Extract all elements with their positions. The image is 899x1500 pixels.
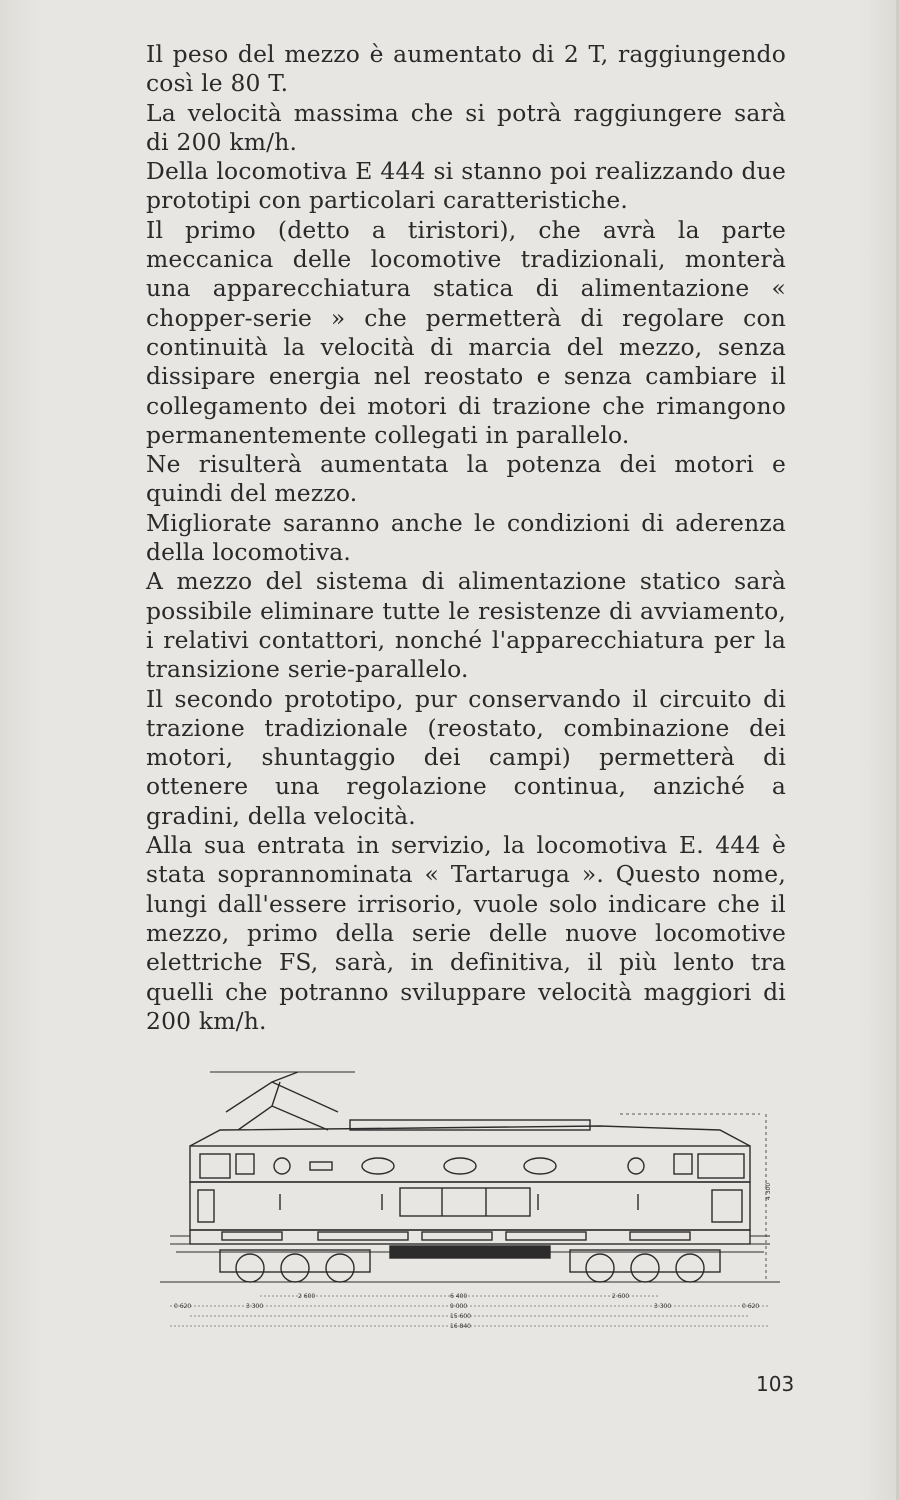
bogie-left	[220, 1250, 370, 1282]
bogie-right	[570, 1250, 720, 1282]
paragraph: A mezzo del sistema di alimentazione statico sarà possibile eliminare tutte le resistenze di avviamento, i relativi contattori, nonché l'apparecchiatura per la transizione serie-parallelo.	[146, 567, 786, 684]
paragraph: La velocità massima che si potrà raggiungere sarà di 200 km/h.	[146, 98, 786, 156]
paragraph: Ne risulterà aumentata la potenza dei motori e quindi del mezzo.	[146, 450, 786, 508]
cab-door	[712, 1190, 742, 1222]
dimension-label: 16 840	[450, 1323, 471, 1328]
roof-line	[190, 1126, 750, 1146]
paragraph: Il secondo prototipo, pur conservando il circuito di trazione tradizionale (reostato, combinazione dei motori, shuntaggio dei campi) permetterà di ottenere una regolazione continua, anziché a gradini, della velocità.	[146, 684, 786, 830]
height-dimension: 4 300	[765, 1182, 772, 1200]
transformer-box	[390, 1246, 550, 1258]
paragraph: Della locomotiva E 444 si stanno poi realizzando due prototipi con particolari caratteristiche.	[146, 157, 786, 215]
paragraph: Alla sua entrata in servizio, la locomotiva E. 444 è stata soprannominata « Tartaruga ». Questo nome, lungi dall'essere irrisorio, vuole solo indicare che il mezzo, primo della serie delle nuove locomotive elettriche FS, sarà, in definitiva, il più lento tra quelli che potranno sviluppare velocità maggiori di 200 km/h.	[146, 831, 786, 1035]
dimension-label: 15 600	[450, 1313, 471, 1320]
body-text	[146, 40, 786, 1036]
cab-window	[200, 1154, 230, 1178]
dimension-label: 2 600	[298, 1293, 316, 1300]
locomotive-drawing	[160, 1068, 780, 1328]
dimension-label: 6 400	[450, 1293, 468, 1300]
page-number: 103	[756, 1372, 795, 1396]
locomotive-icon	[160, 1068, 780, 1328]
paragraph: Migliorate saranno anche le condizioni di aderenza della locomotiva.	[146, 508, 786, 567]
dimension-label: 0 620	[174, 1303, 192, 1310]
cab-door	[198, 1190, 214, 1222]
pantograph-lower	[238, 1082, 328, 1130]
body-lower	[190, 1182, 750, 1230]
dimension-label: 0 620	[742, 1303, 760, 1310]
paragraph: Il primo (detto a tiristori), che avrà la parte meccanica delle locomotive tradizionali, monterà una apparecchiatura statica di alimentazione « chopper-serie » che permetterà di regolare con continuità la velocità di marcia del mezzo, senza dissipare energia nel reostato e senza cambiare il collegamento dei motori di trazione che rimangono permanentemente collegati in parallelo.	[146, 215, 786, 449]
dimension-label: 9 000	[450, 1303, 468, 1310]
paragraph: Il peso del mezzo è aumentato di 2 T, raggiungendo così le 80 T.	[146, 40, 786, 98]
pantograph-upper	[226, 1072, 338, 1112]
porthole	[274, 1158, 290, 1174]
dimension-label: 3 300	[246, 1303, 264, 1310]
dimension-label: 3 300	[654, 1303, 672, 1310]
dimension-label: 2 600	[612, 1293, 630, 1300]
cab-window	[698, 1154, 744, 1178]
